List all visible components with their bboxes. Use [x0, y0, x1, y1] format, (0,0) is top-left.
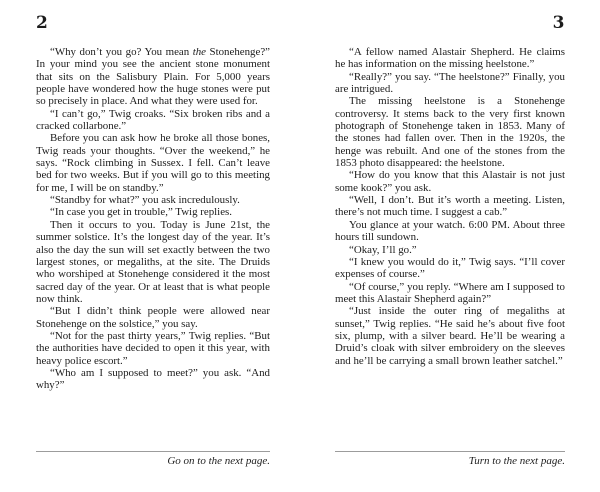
paragraph: “Well, I don’t. But it’s worth a meeting. Listen, there’s not much time. I suggest a cab.” — [335, 194, 565, 219]
paragraph: “Just inside the outer ring of megaliths at sunset,” Twig replies. “He said he’s about five foot six, plump, with a silver beard. He’ll be wearing a Druid’s cloak with silver embroidery on the sleeves and he’ll be carrying a small brown leather satchel.” — [335, 305, 565, 367]
footer-instruction: Go on to the next page. — [167, 455, 270, 467]
paragraph: “How do you know that this Alastair is not just some kook?” you ask. — [335, 169, 565, 194]
paragraph — [36, 46, 270, 108]
paragraph-text: “Why don’t you go? You mean — [50, 46, 193, 58]
paragraph-text: Stonehenge?” In your mind you see the ancient stone monument that sits on the Salisbury Plain. For 5,000 years people have wondered how the huge stones were put so precisely in place. And what they were used for. — [36, 46, 270, 108]
paragraph: “But I didn’t think people were allowed near Stonehenge on the solstice,” you say. — [36, 305, 270, 330]
paragraph: “Really?” you say. “The heelstone?” Finally, you are intrigued. — [335, 70, 565, 96]
italic-word: the — [192, 46, 207, 58]
page-2-header — [36, 13, 270, 37]
paragraph: “Standby for what?” you ask incredulously. — [50, 194, 240, 207]
paragraph: “Who am I supposed to meet?” you ask. “And why?” — [36, 366, 270, 392]
paragraph: “I knew you would do it,” Twig says. “I’ll cover expenses of course.” — [335, 255, 565, 281]
paragraph: Before you can ask how he broke all those bones, Twig reads your thoughts. “Over the weekend,” he says. “Rock climbing in Sussex. I fell. Can’t leave bed for two weeks. But if you will go to this meeting for me, I will be on standby.” — [36, 132, 270, 194]
paragraph: “A fellow named Alastair Shepherd. He claims he has information on the missing heelstone.” — [335, 46, 565, 71]
paragraph: “I can’t go,” Twig croaks. “Six broken ribs and a cracked collarbone.” — [36, 107, 270, 133]
paragraph: “Okay, I’ll go.” — [349, 243, 417, 256]
paragraph: The missing heelstone is a Stonehenge controversy. It stems back to the very first known photograph of Stonehenge taken in 1853. Many of the stones had fallen over. Then in the 1920s, the henge was rebuilt. And one of the stones from the 1853 photo disappeared: the heelstone. — [335, 95, 565, 170]
paragraph: “Not for the past thirty years,” Twig replies. “But the authorities have decided to open it this year, with heavy police escort.” — [36, 329, 270, 367]
page-2-body — [36, 46, 270, 392]
page-number: 2 — [36, 13, 49, 33]
paragraph: “Of course,” you reply. “Where am I supposed to meet this Alastair Shepherd again?” — [335, 280, 565, 305]
page-3-body — [335, 46, 565, 367]
page-3 — [300, 0, 600, 492]
page-3-header — [335, 13, 565, 37]
paragraph: “In case you get in trouble,” Twig replies. — [50, 206, 233, 219]
paragraph: You glance at your watch. 6:00 PM. About three hours till sundown. — [335, 218, 565, 244]
paragraph: Then it occurs to you. Today is June 21st, the summer solstice. It’s the longest day of the year. It’s also the day the sun will set exactly between the two largest stones, or megaliths, at the site. The Druids who worshiped at Stonehenge considered it the most sacred day of the year. Or at least that is what people now think. — [36, 218, 270, 305]
page-number: 3 — [552, 13, 565, 33]
footer-instruction: Turn to the next page. — [468, 455, 565, 467]
page-3-footer — [335, 451, 565, 467]
page-2-footer — [36, 451, 270, 467]
